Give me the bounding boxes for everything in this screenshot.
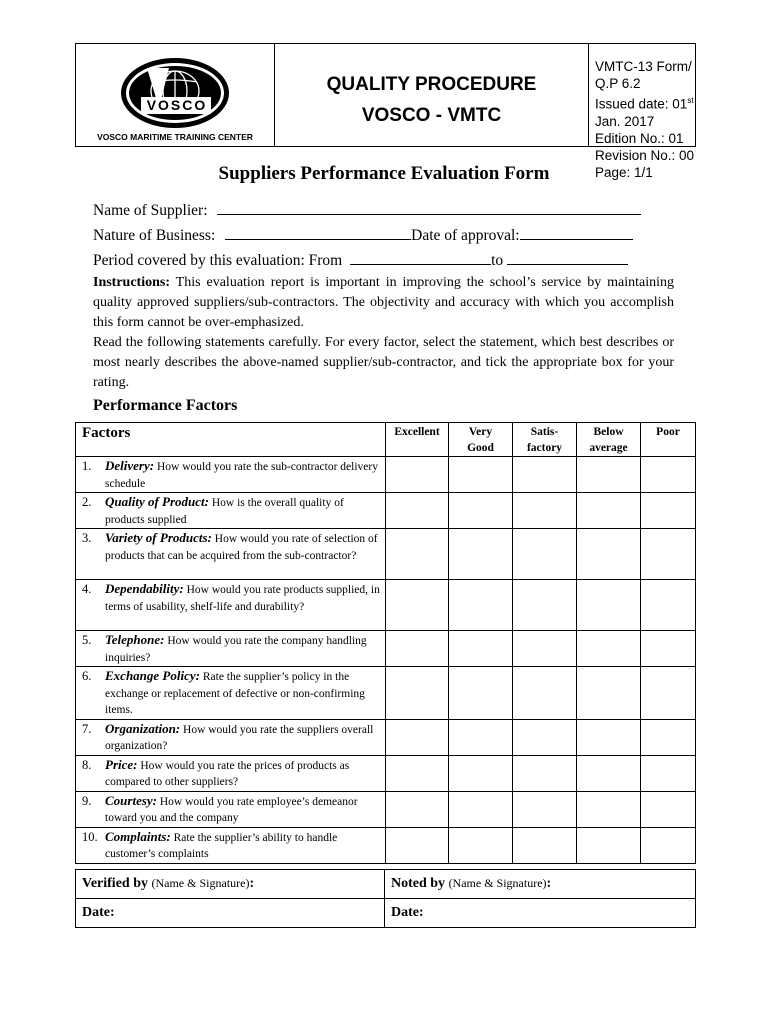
instructions-label: Instructions: xyxy=(93,275,171,290)
rating-box-very-good[interactable] xyxy=(449,827,513,863)
factor-description xyxy=(105,668,383,719)
revision-number: Revision No.: 00 xyxy=(595,147,695,163)
factor-title: Courtesy: xyxy=(105,792,157,808)
rating-box-excellent[interactable] xyxy=(386,457,449,493)
rating-box-very-good[interactable] xyxy=(449,791,513,827)
rating-box-poor[interactable] xyxy=(641,529,696,580)
rating-box-satisfactory[interactable] xyxy=(513,719,577,755)
business-field[interactable] xyxy=(225,225,411,240)
factor-text: How is the overall quality of products supplied xyxy=(105,497,344,526)
rating-box-poor[interactable] xyxy=(641,493,696,529)
rating-box-very-good[interactable] xyxy=(449,631,513,667)
rating-box-below-average[interactable] xyxy=(577,529,641,580)
supplier-name-field[interactable] xyxy=(217,200,641,215)
factor-row xyxy=(76,529,696,580)
rating-box-excellent[interactable] xyxy=(386,719,449,755)
training-center-name: VOSCO MARITIME TRAINING CENTER xyxy=(97,132,253,142)
factor-number: 9. xyxy=(82,793,92,808)
rating-header-satisfactory: Satis- factory xyxy=(513,423,577,457)
factor-text: How would you rate the company handling inquiries? xyxy=(105,635,367,664)
instructions-text: This evaluation report is important in improving the school’s service by maintaining quality approved suppliers/sub-contractors. The objectivity and accuracy with which you accomplish this form cannot be over-emphasized. xyxy=(93,275,674,330)
factor-number: 4. xyxy=(82,582,92,596)
factor-title: Exchange Policy: xyxy=(105,668,200,683)
factor-text: How would you rate the prices of products as compared to other suppliers? xyxy=(105,759,350,788)
factor-row xyxy=(76,719,696,755)
rating-box-below-average[interactable] xyxy=(577,631,641,667)
rating-box-satisfactory[interactable] xyxy=(513,457,577,493)
noted-by-label: Noted by xyxy=(391,876,446,891)
supplier-name-row xyxy=(93,200,641,220)
factor-description xyxy=(105,721,383,755)
rating-box-satisfactory[interactable] xyxy=(513,791,577,827)
issued-date: Issued date: 01st Jan. 2017 xyxy=(595,96,694,129)
performance-factors-heading: Performance Factors xyxy=(93,397,238,414)
rating-box-satisfactory[interactable] xyxy=(513,529,577,580)
signoff-date-row xyxy=(76,899,696,928)
rating-box-very-good[interactable] xyxy=(449,667,513,720)
document-meta xyxy=(589,44,695,180)
factor-title: Organization: xyxy=(105,720,181,736)
factor-description xyxy=(105,829,383,863)
factor-text: How would you rate products supplied, in terms of usability, shelf-life and durability? xyxy=(105,584,380,613)
noted-date-cell[interactable] xyxy=(385,899,696,928)
rating-box-poor[interactable] xyxy=(641,755,696,791)
factor-number: 2. xyxy=(82,495,92,509)
rating-box-excellent[interactable] xyxy=(386,827,449,863)
factor-row xyxy=(76,493,696,529)
factor-cell xyxy=(76,457,386,493)
procedure-subtitle: VOSCO - VMTC xyxy=(361,105,502,126)
rating-box-very-good[interactable] xyxy=(449,755,513,791)
rating-box-satisfactory[interactable] xyxy=(513,631,577,667)
rating-box-poor[interactable] xyxy=(641,667,696,720)
supplier-name-label: Name of Supplier: xyxy=(93,202,208,219)
verified-by-label: Verified by xyxy=(82,876,148,891)
factors-table xyxy=(75,422,696,864)
noted-date-label: Date: xyxy=(391,905,424,920)
factor-number: 10. xyxy=(82,829,98,844)
factor-cell xyxy=(76,493,386,529)
edition-number: Edition No.: 01 xyxy=(595,130,684,146)
factor-text: Rate the supplier’s ability to handle customer’s complaints xyxy=(105,831,338,860)
verified-by-cell[interactable]: Verified by (Name & Signature): xyxy=(76,870,385,899)
factor-title: Delivery: xyxy=(105,458,155,473)
rating-box-satisfactory[interactable] xyxy=(513,580,577,631)
rating-header-excellent: Excellent xyxy=(386,423,449,457)
factor-description xyxy=(105,494,383,528)
rating-box-excellent[interactable] xyxy=(386,791,449,827)
verified-name-signature: (Name & Signature) xyxy=(151,876,250,890)
factor-title: Dependability: xyxy=(105,581,184,596)
procedure-title-cell xyxy=(275,44,589,146)
factor-number: 1. xyxy=(82,459,92,473)
factor-row xyxy=(76,791,696,827)
rating-box-below-average[interactable] xyxy=(577,827,641,863)
procedure-title: QUALITY PROCEDURE xyxy=(326,74,537,95)
rating-box-below-average[interactable] xyxy=(577,755,641,791)
factor-cell xyxy=(76,719,386,755)
rating-box-satisfactory[interactable] xyxy=(513,755,577,791)
rating-header-very-good: Very Good xyxy=(449,423,513,457)
approval-date-field[interactable] xyxy=(520,225,633,240)
factor-cell xyxy=(76,755,386,791)
rating-box-satisfactory[interactable] xyxy=(513,827,577,863)
factor-number: 5. xyxy=(82,633,92,647)
rating-box-poor[interactable] xyxy=(641,791,696,827)
factor-title: Quality of Product: xyxy=(105,494,209,509)
factor-cell xyxy=(76,827,386,863)
rating-box-excellent[interactable] xyxy=(386,755,449,791)
factor-title: Price: xyxy=(105,756,138,772)
page-number: Page: 1/1 xyxy=(595,164,653,180)
business-row xyxy=(93,225,633,245)
rating-box-excellent[interactable] xyxy=(386,493,449,529)
factor-row xyxy=(76,667,696,720)
factor-number: 3. xyxy=(82,531,92,545)
factor-number: 6. xyxy=(82,669,92,683)
factor-text: How would you rate of selection of products that can be acquired from the sub-contractor? xyxy=(105,533,378,562)
rating-box-poor[interactable] xyxy=(641,631,696,667)
factor-description xyxy=(105,632,383,666)
logo-text: VOSCO xyxy=(146,97,208,113)
rating-box-below-average[interactable] xyxy=(577,580,641,631)
period-label: Period covered by this evaluation: From xyxy=(93,252,343,269)
factor-title: Telephone: xyxy=(105,632,165,647)
vosco-logo xyxy=(119,56,231,134)
read-instructions: Read the following statements carefully. For every factor, select the statement, which best describes or most nearly describes the above-named supplier/sub-contractor, and tick the appropriate box for your rating. xyxy=(93,335,674,390)
approval-label: Date of approval: xyxy=(411,227,520,244)
factor-number: 8. xyxy=(82,757,92,772)
rating-box-below-average[interactable] xyxy=(577,791,641,827)
rating-box-below-average[interactable] xyxy=(577,493,641,529)
rating-box-poor[interactable] xyxy=(641,827,696,863)
factor-row xyxy=(76,580,696,631)
factor-cell xyxy=(76,631,386,667)
factor-row xyxy=(76,755,696,791)
rating-box-excellent[interactable] xyxy=(386,580,449,631)
rating-box-very-good[interactable] xyxy=(449,580,513,631)
period-to-field[interactable] xyxy=(507,250,628,265)
factors-header: Factors xyxy=(76,423,386,457)
factor-title: Complaints: xyxy=(105,828,171,844)
rating-header-poor: Poor xyxy=(641,423,696,457)
rating-box-below-average[interactable] xyxy=(577,457,641,493)
rating-box-excellent[interactable] xyxy=(386,631,449,667)
factor-text: How would you rate the sub-contractor delivery schedule xyxy=(105,461,378,490)
factor-description xyxy=(105,793,383,827)
rating-box-excellent[interactable] xyxy=(386,667,449,720)
rating-box-excellent[interactable] xyxy=(386,529,449,580)
factor-description xyxy=(105,458,383,492)
factor-text: How would you rate the suppliers overall organization? xyxy=(105,723,374,752)
instructions-paragraph xyxy=(93,273,674,333)
rating-box-below-average[interactable] xyxy=(577,667,641,720)
to-label: to xyxy=(491,252,504,269)
factor-description xyxy=(105,581,383,615)
signoff-row xyxy=(76,870,696,899)
table-header-row xyxy=(76,423,696,457)
signoff-table xyxy=(75,869,696,928)
verified-date-label: Date: xyxy=(82,905,115,920)
rating-box-very-good[interactable] xyxy=(449,529,513,580)
factor-description xyxy=(105,530,383,564)
factor-cell xyxy=(76,580,386,631)
noted-name-signature: (Name & Signature) xyxy=(448,876,547,890)
rating-box-below-average[interactable] xyxy=(577,719,641,755)
rating-box-very-good[interactable] xyxy=(449,457,513,493)
factor-number: 7. xyxy=(82,721,92,736)
form-code: VMTC-13 Form/ Q.P 6.2 xyxy=(595,59,692,91)
period-from-field[interactable] xyxy=(350,250,491,265)
rating-box-very-good[interactable] xyxy=(449,493,513,529)
factor-text: How would you rate employee’s demeanor toward you and the company xyxy=(105,795,358,824)
factor-cell xyxy=(76,529,386,580)
rating-box-poor[interactable] xyxy=(641,580,696,631)
rating-box-very-good[interactable] xyxy=(449,719,513,755)
rating-box-poor[interactable] xyxy=(641,457,696,493)
logo-cell xyxy=(76,44,275,146)
factor-description xyxy=(105,757,383,791)
noted-by-cell[interactable]: Noted by (Name & Signature): xyxy=(385,870,696,899)
rating-box-satisfactory[interactable] xyxy=(513,493,577,529)
rating-header-below-average: Below average xyxy=(577,423,641,457)
factor-row xyxy=(76,457,696,493)
factor-row xyxy=(76,631,696,667)
business-label: Nature of Business: xyxy=(93,227,216,244)
factor-cell xyxy=(76,791,386,827)
factor-row xyxy=(76,827,696,863)
rating-box-poor[interactable] xyxy=(641,719,696,755)
verified-date-cell[interactable] xyxy=(76,899,385,928)
factor-text: Rate the supplier’s policy in the exchange or replacement of defective or non-confirming items. xyxy=(105,671,365,716)
rating-box-satisfactory[interactable] xyxy=(513,667,577,720)
form-title: Suppliers Performance Evaluation Form xyxy=(218,163,550,184)
factor-title: Variety of Products: xyxy=(105,530,212,545)
period-row xyxy=(93,250,628,270)
factor-cell xyxy=(76,667,386,720)
